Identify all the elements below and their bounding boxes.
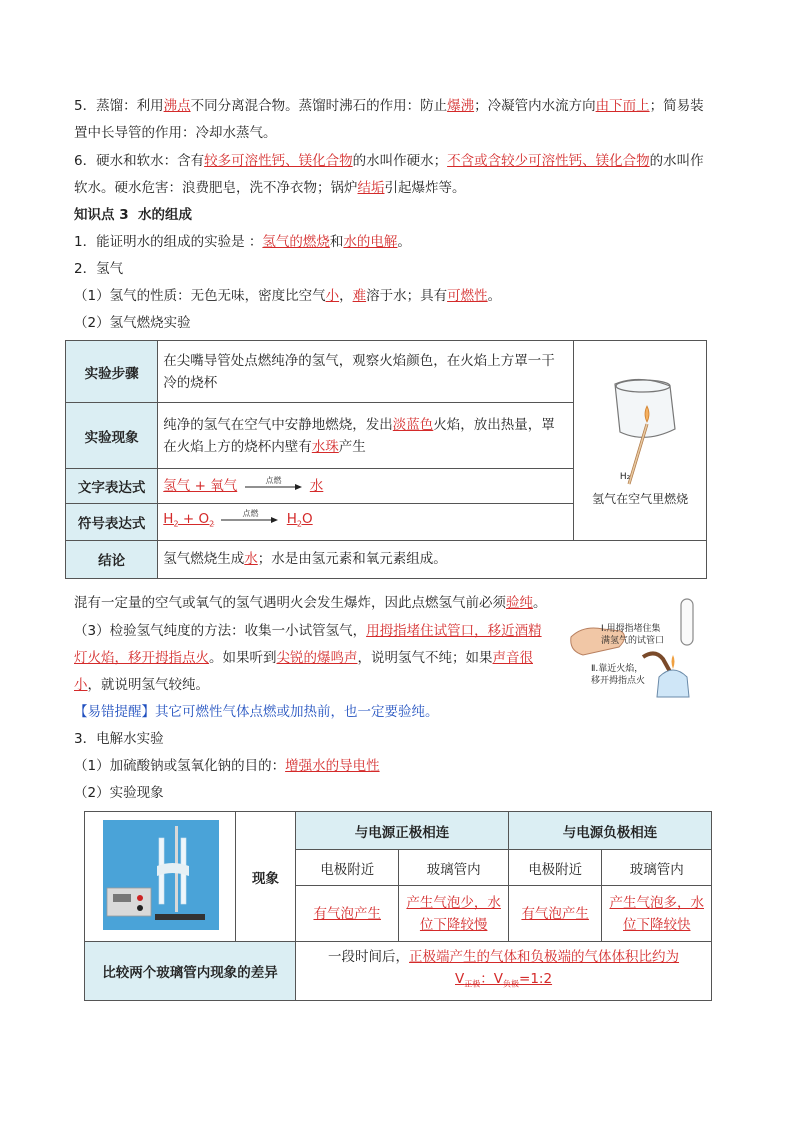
- product: 水: [309, 478, 324, 494]
- answer: 灯火焰，移开拇指点火: [74, 650, 209, 666]
- reaction-arrow: [221, 509, 279, 526]
- text: 1．能证明水的组成的实验是 ：: [74, 234, 263, 250]
- section-label: 知识点 3: [74, 207, 129, 223]
- text: Ⅱ.靠近火焰，: [591, 664, 644, 674]
- row-head-conclusion: 结论: [66, 540, 158, 578]
- conclusion-text: [158, 540, 707, 578]
- text: + O: [178, 511, 210, 527]
- answer: 结垢: [357, 180, 385, 196]
- electrolysis-phenomenon-title: [74, 783, 734, 803]
- positive-electrode-header: 与电源正极相连: [296, 812, 509, 850]
- answer: 有气泡产生: [313, 905, 381, 922]
- answer: 水珠: [311, 438, 339, 455]
- subscript: 2: [209, 519, 215, 529]
- answer: 产生气泡多，水位下降较快: [609, 894, 704, 933]
- section-heading: [74, 205, 734, 225]
- neg-tube-header: 玻璃管内: [602, 850, 712, 886]
- compare-result: [296, 942, 712, 1001]
- purity-test: [74, 621, 554, 641]
- answer: 小: [325, 288, 340, 304]
- text: O: [302, 511, 313, 527]
- text: 氢气燃烧生成: [163, 551, 245, 568]
- text: ，: [339, 288, 353, 304]
- text: 和: [329, 234, 344, 250]
- text: 移开拇指点火: [591, 676, 646, 686]
- phenomenon-text: [158, 403, 574, 469]
- question-3: [74, 729, 734, 749]
- hydrogen-burning-title: [74, 313, 734, 333]
- apparatus-image-cell: [85, 812, 236, 942]
- text: 溶于水；具有: [366, 288, 448, 304]
- steps-text: 在尖嘴导管处点燃纯净的氢气，观察火焰颜色，在火焰上方罩一干冷的烧杯: [158, 341, 574, 403]
- h2-label: H₂: [619, 471, 631, 482]
- text: 置中长导管的作用：冷却水蒸气。: [74, 125, 277, 141]
- purity-test-figure: [563, 597, 708, 702]
- answer: 正极端产生的气体和负极端的气体体积比约为: [409, 949, 680, 965]
- row-head-phenomenon: 实验现象: [66, 403, 158, 469]
- subscript: 正极: [464, 979, 481, 989]
- answer: 不含或含较少可溶性钙、镁化合物: [447, 153, 650, 169]
- hydrogen-burning-table: [65, 340, 707, 579]
- row-head-symbol-equation: 符号表达式: [66, 504, 158, 541]
- answer: 沸点: [163, 98, 191, 114]
- text: ；冷凝管内水流方向: [474, 98, 596, 114]
- row-head-word-equation: 文字表达式: [66, 469, 158, 504]
- condition: 点燃: [265, 476, 282, 485]
- paragraph-hard-water: [74, 151, 734, 171]
- section-title: 水的组成: [138, 207, 192, 223]
- answer: 较多可溶性钙、镁化合物: [204, 153, 353, 169]
- subscript: 2: [296, 519, 303, 529]
- answer: 氢气的燃烧: [262, 234, 330, 250]
- neg-near-header: 电极附近: [508, 850, 602, 886]
- text: 纯净的氢气在空气中安静地燃烧，发出: [163, 416, 393, 433]
- arrow-icon: [245, 483, 303, 491]
- text: ，就说明氢气较纯。: [87, 677, 209, 693]
- text: ：V: [480, 971, 504, 987]
- paragraph-hard-water-cont: [74, 178, 734, 198]
- figure-caption: 氢气在空气里燃烧: [592, 491, 689, 506]
- answer: 有气泡产生: [521, 905, 589, 922]
- text: 3．电解水实验: [74, 731, 164, 747]
- text: （3）检验氢气纯度的方法：收集一小试管氢气，: [74, 623, 367, 639]
- text: （2）实验现象: [74, 785, 164, 801]
- product-symbol: [287, 511, 313, 527]
- text: 6．硬水和软水：含有: [74, 153, 205, 169]
- answer: 淡蓝色: [392, 416, 434, 433]
- answer: 难: [352, 288, 367, 304]
- text: 的水叫作: [649, 153, 704, 169]
- tip-tag: 【易错提醒】: [74, 704, 155, 720]
- hydrogen-burning-figure: [575, 374, 705, 507]
- reactants-symbol: [163, 511, 214, 527]
- result-line-1: [301, 946, 706, 968]
- text: ，说明氢气不纯；如果: [357, 650, 493, 666]
- neg-tube-value: [602, 886, 712, 942]
- text: 引起爆炸等。: [384, 180, 466, 196]
- answer: 增强水的导电性: [285, 758, 380, 774]
- hydrogen-properties: [74, 286, 734, 306]
- text: ；简易装: [649, 98, 704, 114]
- text: 产生: [338, 438, 366, 455]
- electrolysis-apparatus-photo: [85, 816, 235, 934]
- paragraph-distillation-cont: [74, 123, 734, 143]
- answer: 用拇指堵住试管口，移近酒精: [366, 623, 542, 639]
- answer: 可燃性: [447, 288, 488, 304]
- purity-test-2: [74, 648, 554, 668]
- text: （1）加硫酸钠或氢氧化钠的目的：: [74, 758, 286, 774]
- text: （1）氢气的性质：无色无味，密度比空气: [74, 288, 326, 304]
- reaction-arrow: [245, 476, 303, 493]
- text: （2）氢气燃烧实验: [74, 315, 191, 331]
- answer: 水的电解: [343, 234, 398, 250]
- text: 5．蒸馏：利用: [74, 98, 164, 114]
- answer: 声音很: [492, 650, 533, 666]
- answer: 验纯: [506, 595, 533, 611]
- text: 不同分离混合物。蒸馏时沸石的作用：防止: [190, 98, 448, 114]
- word-equation: [158, 469, 574, 504]
- text: ；水是由氢元素和氧元素组成。: [257, 551, 447, 568]
- phenomenon-label: 现象: [236, 812, 296, 942]
- text: V: [455, 971, 465, 987]
- text: 2．氢气: [74, 261, 124, 277]
- text: 。如果听到: [209, 650, 277, 666]
- text: 的水叫作硬水；: [352, 153, 448, 169]
- subscript: 负极: [503, 979, 520, 989]
- figure-cell: [574, 341, 707, 541]
- row-head-steps: 实验步骤: [66, 341, 158, 403]
- subscript: 2: [173, 519, 179, 529]
- text: 。: [487, 288, 502, 304]
- fig2-step2: [591, 663, 645, 687]
- volume-ratio: [301, 968, 706, 996]
- tip: [74, 702, 734, 722]
- question-2: [74, 259, 734, 279]
- question-1: [74, 232, 734, 252]
- purity-test-3: [74, 675, 554, 695]
- pos-tube-value: [399, 886, 509, 942]
- condition: 点燃: [242, 509, 259, 518]
- symbol-equation: [158, 504, 574, 541]
- reactants: 氢气 + 氧气: [163, 478, 238, 494]
- text: 满氢气的试管口: [601, 636, 665, 646]
- arrow-icon: [221, 516, 279, 524]
- text: 软水。硬水危害：浪费肥皂，洗不净衣物；锅炉: [74, 180, 358, 196]
- answer: 产生气泡少，水位下降较慢: [406, 894, 501, 933]
- answer: 小: [74, 677, 88, 693]
- text: 。: [533, 595, 547, 611]
- negative-electrode-header: 与电源负极相连: [508, 812, 711, 850]
- text: H: [163, 511, 174, 527]
- text: 一段时间后，: [328, 949, 410, 965]
- answer: 由下而上: [595, 98, 650, 114]
- compare-label: 比较两个玻璃管内现象的差异: [85, 942, 296, 1001]
- text: 火焰，放出热量，罩在火焰上方的烧杯内壁有: [163, 416, 555, 455]
- pos-near-header: 电极附近: [296, 850, 399, 886]
- answer: 爆沸: [447, 98, 475, 114]
- fig2-step1: [601, 623, 664, 647]
- beaker-flame-illustration: [585, 374, 695, 494]
- answer: 尖锐的爆鸣声: [276, 650, 358, 666]
- neg-near-value: [508, 886, 602, 942]
- text: =1:2: [519, 971, 553, 987]
- electrolysis-table: [84, 811, 712, 1001]
- answer: 水: [244, 551, 258, 568]
- pos-near-value: [296, 886, 399, 942]
- text: H: [286, 511, 297, 527]
- paragraph-distillation: [74, 96, 734, 116]
- electrolysis-purpose: [74, 756, 734, 776]
- text: Ⅰ.用拇指堵住集: [601, 624, 661, 634]
- tip-text: 其它可燃性气体点燃或加热前，也一定要验纯。: [155, 704, 439, 720]
- pos-tube-header: 玻璃管内: [399, 850, 509, 886]
- text: 。: [397, 234, 411, 250]
- text: 混有一定量的空气或氧气的氢气遇明火会发生爆炸，因此点燃氢气前必须: [74, 595, 506, 611]
